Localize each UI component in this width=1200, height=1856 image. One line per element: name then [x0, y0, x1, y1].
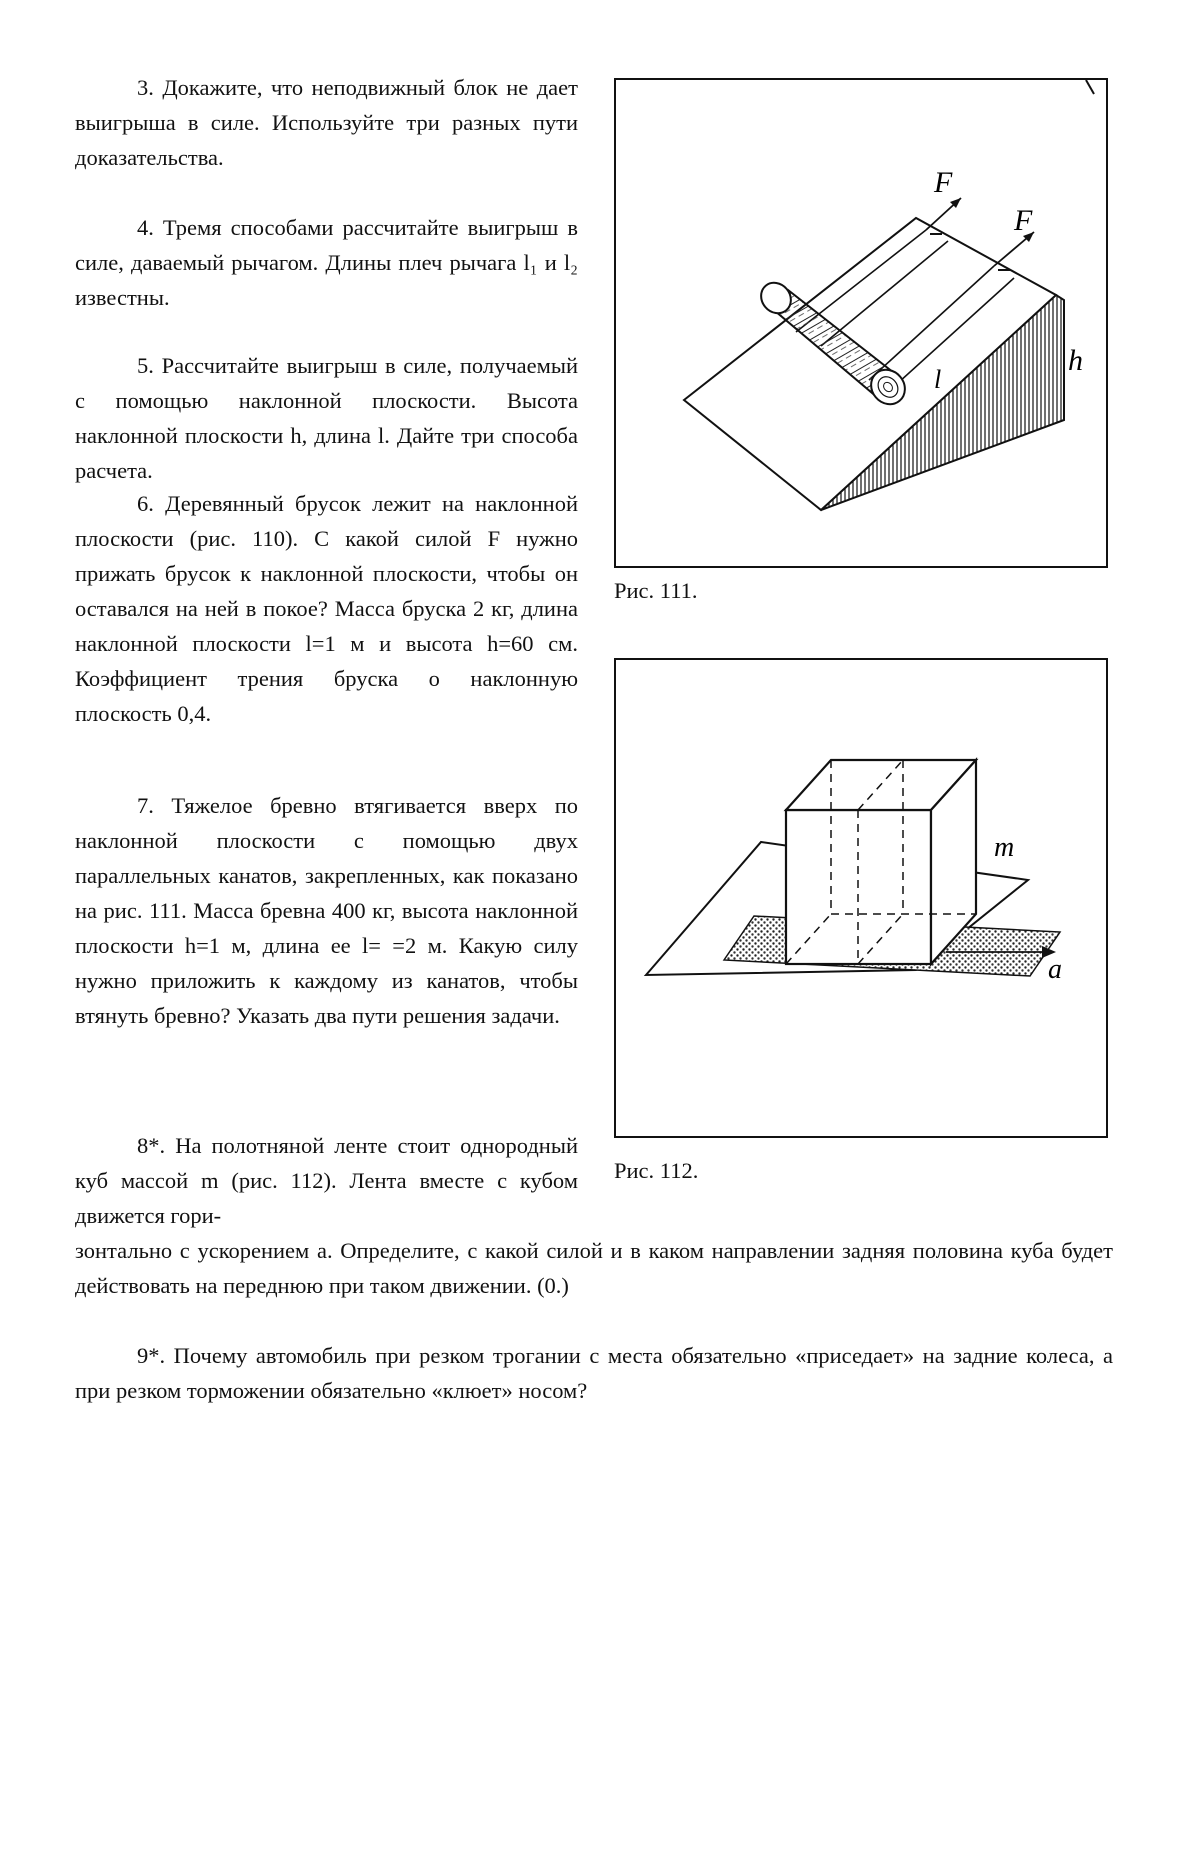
problem-8-start: 8*. На полотняной ленте стоит однородный куб массой m (рис. 112). Лента вместе с кубом движется гори- [75, 1133, 578, 1228]
force-label-2: F [1014, 204, 1033, 237]
figure-111 [614, 78, 1108, 568]
figure-112-caption: Рис. 112. [614, 1158, 699, 1183]
accel-label: a [1048, 954, 1062, 985]
problem-6: 6. Деревянный брусок лежит на наклонной плоскости (рис. 110). С какой силой F нужно прижать брусок к наклонной плоскости, чтобы он оставался на ней в покое? Масса бруска 2 кг, длина наклонной плоскости l=1 м и высота h=60 см. Коэффициент трения бруска о наклонную плоскость 0,4. [75, 491, 578, 726]
height-label: h [1068, 344, 1083, 377]
length-label: l [934, 365, 942, 394]
problem-8-end: зонтально с ускорением a. Определите, с какой силой и в каком направлении задняя половина куба будет действовать на переднюю при таком движении. (0.) [75, 1238, 1113, 1298]
problem-3: 3. Докажите, что неподвижный блок не дает выигрыша в силе. Используйте три разных пути доказательства. [75, 75, 578, 170]
figure-112 [614, 658, 1108, 1138]
problem-5: 5. Рассчитайте выигрыш в силе, получаемый с помощью наклонной плоскости. Высота наклонной плоскости h, длина l. Дайте три способа расчета. [75, 353, 578, 483]
mass-label: m [994, 832, 1015, 863]
inclined-plane-log-diagram [616, 80, 1106, 566]
problem-7: 7. Тяжелое бревно втягивается вверх по наклонной плоскости с помощью двух параллельных канатов, закрепленных, как показано на рис. 111. Масса бревна 400 кг, высота наклонной плоскости h=1 м, длина ее l= =2 м. Какую силу нужно приложить к каждому из канатов, чтобы втянуть бревно? Указать два пути решения задачи. [75, 793, 578, 1028]
problem-9: 9*. Почему автомобиль при резком трогании с места обязательно «приседает» на задние колеса, а при резком торможении обязательно «клюет» носом? [75, 1343, 1113, 1403]
force-label-1: F [934, 166, 953, 199]
figure-111-caption: Рис. 111. [614, 578, 698, 603]
problem-4: 4. Тремя способами рассчитайте выигрыш в силе, даваемый рычагом. Длины плеч рычага l₁ и l₂ известны. [75, 215, 578, 310]
cube-on-belt-diagram [616, 660, 1106, 1136]
